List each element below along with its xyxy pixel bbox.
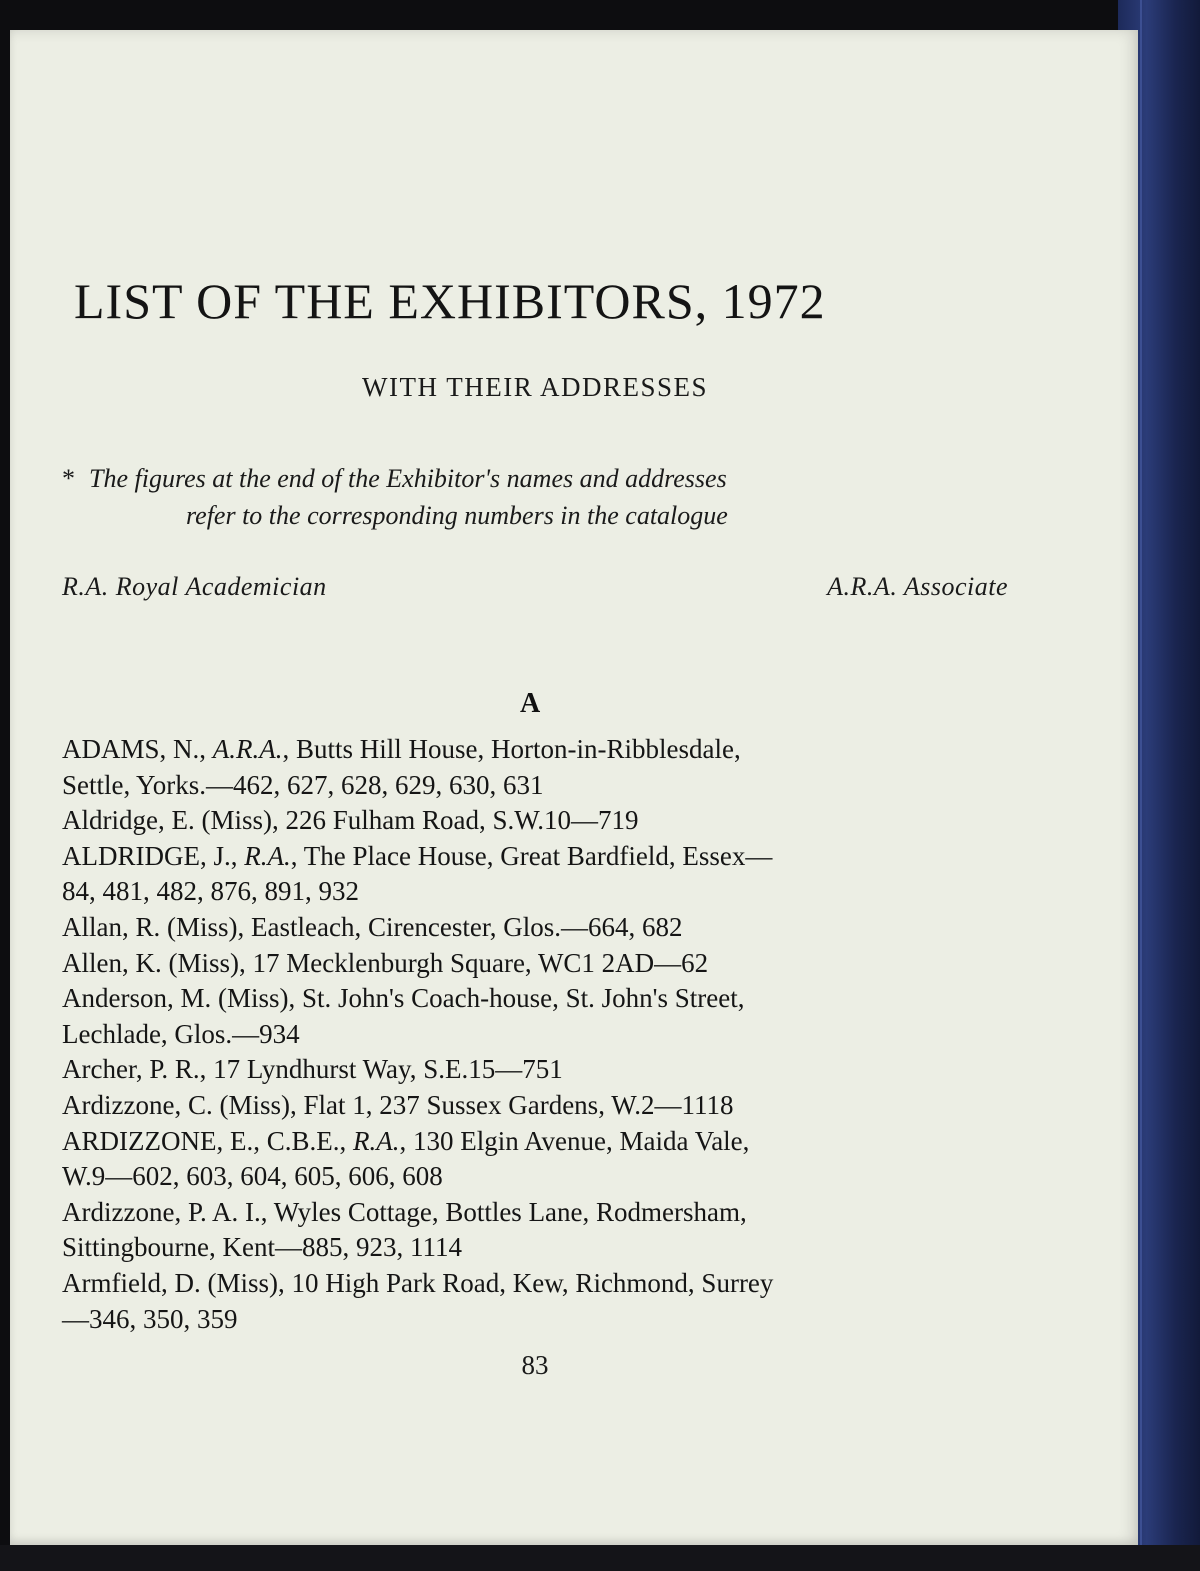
exhibitor-entry: ALDRIDGE, J., R.A., The Place House, Great Bardfield, Essex— 84, 481, 482, 876, 891, 932 xyxy=(62,840,773,907)
exhibitor-entry: ARDIZZONE, E., C.B.E., R.A., 130 Elgin Avenue, Maida Vale, W.9—602, 603, 604, 605, 606, 608 xyxy=(62,1125,750,1192)
exhibitor-entry: Ardizzone, P. A. I., Wyles Cottage, Bottles Lane, Rodmersham, Sittingbourne, Kent—885, 923, 1114 xyxy=(62,1196,747,1263)
exhibitor-list xyxy=(62,732,1008,1337)
exhibitor-entry: Armfield, D. (Miss), 10 High Park Road, Kew, Richmond, Surrey —346, 350, 359 xyxy=(62,1267,774,1334)
note-asterisk: * xyxy=(62,464,75,493)
book-cover-highlight xyxy=(1140,0,1142,1571)
abbr-associate: A.R.A. Associate xyxy=(827,572,1008,601)
page-bottom-edge xyxy=(0,1545,1200,1571)
exhibitor-entry: Allen, K. (Miss), 17 Mecklenburgh Square, WC1 2AD—62 xyxy=(62,947,709,978)
page-subtitle: WITH THEIR ADDRESSES xyxy=(361,372,708,402)
note-line-2: refer to the corresponding numbers in the catalogue xyxy=(186,501,728,530)
exhibitor-entry: Ardizzone, C. (Miss), Flat 1, 237 Sussex Gardens, W.2—1118 xyxy=(62,1089,734,1120)
exhibitor-entry: ADAMS, N., A.R.A., Butts Hill House, Horton-in-Ribblesdale, Settle, Yorks.—462, 627, 628, 629, 630, 631 xyxy=(62,734,741,800)
note-text-1: The figures at the end of the Exhibitor's names and addresses xyxy=(89,464,727,493)
exhibitor-entry: Aldridge, E. (Miss), 226 Fulham Road, S.W.10—719 xyxy=(62,805,639,836)
note-line-1 xyxy=(62,460,1012,497)
exhibitor-entry: Anderson, M. (Miss), St. John's Coach-house, St. John's Street, Lechlade, Glos.—934 xyxy=(62,983,745,1049)
abbreviation-key xyxy=(62,572,1008,602)
section-letter: A xyxy=(520,688,541,719)
exhibitor-entry: Archer, P. R., 17 Lyndhurst Way, S.E.15—751 xyxy=(62,1054,563,1085)
abbr-royal-academician: R.A. Royal Academician xyxy=(62,572,327,601)
catalogue-note xyxy=(62,460,1012,534)
exhibitor-entry: Allan, R. (Miss), Eastleach, Cirencester, Glos.—664, 682 xyxy=(62,911,683,942)
page-number: 83 xyxy=(521,1350,549,1380)
page-title: LIST OF THE EXHIBITORS, 1972 xyxy=(74,273,826,329)
